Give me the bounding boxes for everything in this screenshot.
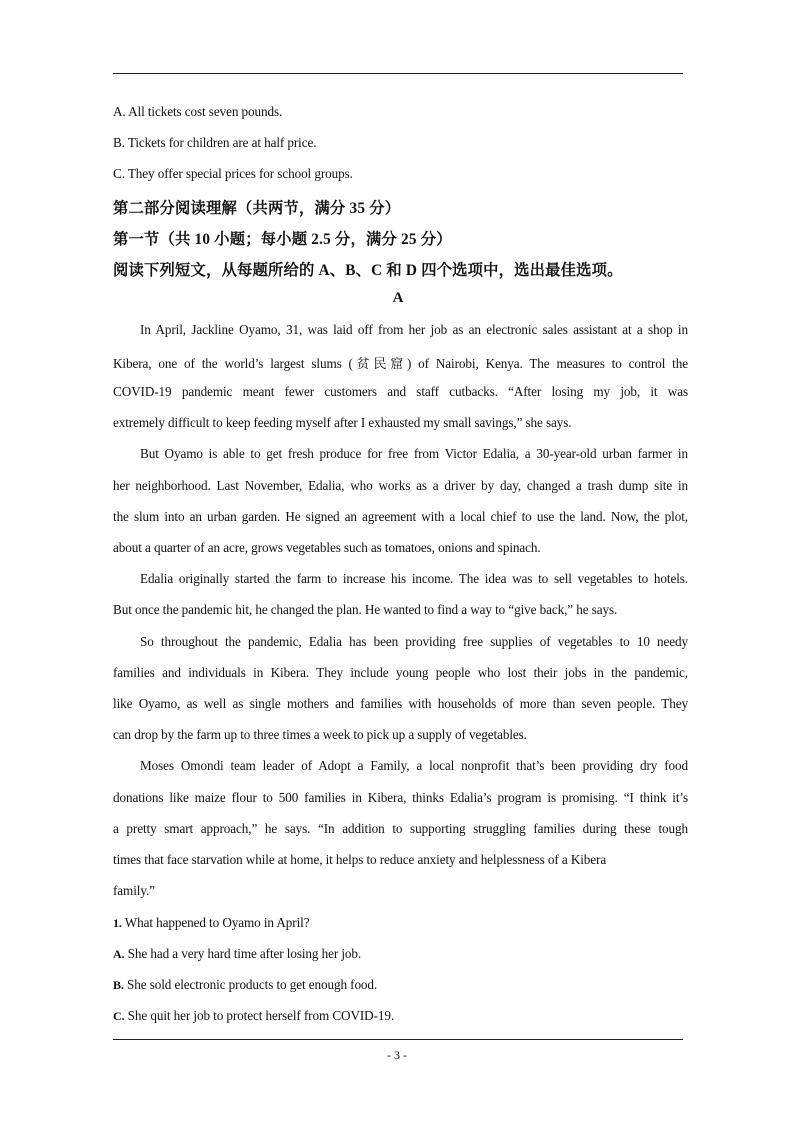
passage-line: families and individuals in Kibera. They include young people who lost their jobs in the pandemic, [113, 665, 688, 680]
question-1 [113, 915, 688, 931]
passage-line: Moses Omondi team leader of Adopt a Family, a local nonprofit that’s been providing dry food [140, 758, 688, 773]
option-letter: C. [113, 1009, 125, 1023]
option-letter: A. [113, 947, 125, 961]
passage-line: family.” [113, 883, 155, 898]
passage-line: In April, Jackline Oyamo, 31, was laid off from her job as an electronic sales assistant at a shop in [140, 322, 688, 337]
passage-line: So throughout the pandemic, Edalia has been providing free supplies of vegetables to 10 needy [140, 634, 688, 649]
option-b [113, 977, 688, 993]
passage-line: COVID-19 pandemic meant fewer customers and staff cutbacks. “After losing my job, it was [113, 384, 688, 399]
passage-line: times that face starvation while at home, it helps to reduce anxiety and helplessness of a Kibera [113, 852, 607, 867]
passage-line: Kibera, one of the world’s largest slums (贫民窟) of Nairobi, Kenya. The measures to control the [113, 356, 688, 371]
passage-line: a pretty smart approach,” he says. “In addition to supporting struggling families during these tough [113, 821, 688, 836]
option-text: She sold electronic products to get enough food. [127, 977, 378, 992]
footer-rule [113, 1039, 683, 1040]
passage-line: donations like maize flour to 500 families in Kibera, thinks Edalia’s program is promising. “I think it’s [113, 790, 688, 805]
passage-line: her neighborhood. Last November, Edalia, who works as a driver by day, changed a trash dump site in [113, 478, 688, 493]
passage-line: extremely difficult to keep feeding myself after I exhausted my small savings,” she says. [113, 415, 572, 430]
option-letter: B. [113, 978, 124, 992]
option-text: She quit her job to protect herself from COVID-19. [127, 1008, 395, 1023]
passage-line: like Oyamo, as well as single mothers and families with households of more than seven people. They [113, 696, 688, 711]
page-number: - 3 - [387, 1048, 407, 1062]
passage-line: the slum into an urban garden. He signed an agreement with a local chief to use the land. Now, the plot, [113, 509, 688, 524]
option-a [113, 946, 688, 962]
passage-line: Edalia originally started the farm to increase his income. The idea was to sell vegetables to hotels. [140, 571, 688, 586]
option-text: She had a very hard time after losing her job. [127, 946, 362, 961]
instruction-heading: 阅读下列短文，从每题所给的 A、B、C 和 D 四个选项中，选出最佳选项。 [113, 262, 623, 279]
prev-option-a: A. All tickets cost seven pounds. [113, 104, 283, 119]
prev-option-b: B. Tickets for children are at half price. [113, 135, 317, 150]
part2-heading: 第二部分阅读理解（共两节，满分 35 分） [113, 200, 401, 217]
passage-line: can drop by the farm up to three times a week to pick up a supply of vegetables. [113, 727, 527, 742]
header-rule [113, 73, 683, 74]
passage-line: But once the pandemic hit, he changed the plan. He wanted to find a way to “give back,” he says. [113, 602, 618, 617]
section1-heading: 第一节（共 10 小题；每小题 2.5 分，满分 25 分） [113, 231, 452, 248]
question-text: What happened to Oyamo in April? [124, 915, 310, 930]
option-c [113, 1008, 688, 1024]
passage-label: A [392, 290, 404, 306]
passage-line: But Oyamo is able to get fresh produce for free from Victor Edalia, a 30-year-old urban farmer in [140, 446, 688, 461]
passage-line: about a quarter of an acre, grows vegetables such as tomatoes, onions and spinach. [113, 540, 541, 555]
prev-option-c: C. They offer special prices for school groups. [113, 166, 353, 181]
question-number: 1. [113, 916, 122, 930]
